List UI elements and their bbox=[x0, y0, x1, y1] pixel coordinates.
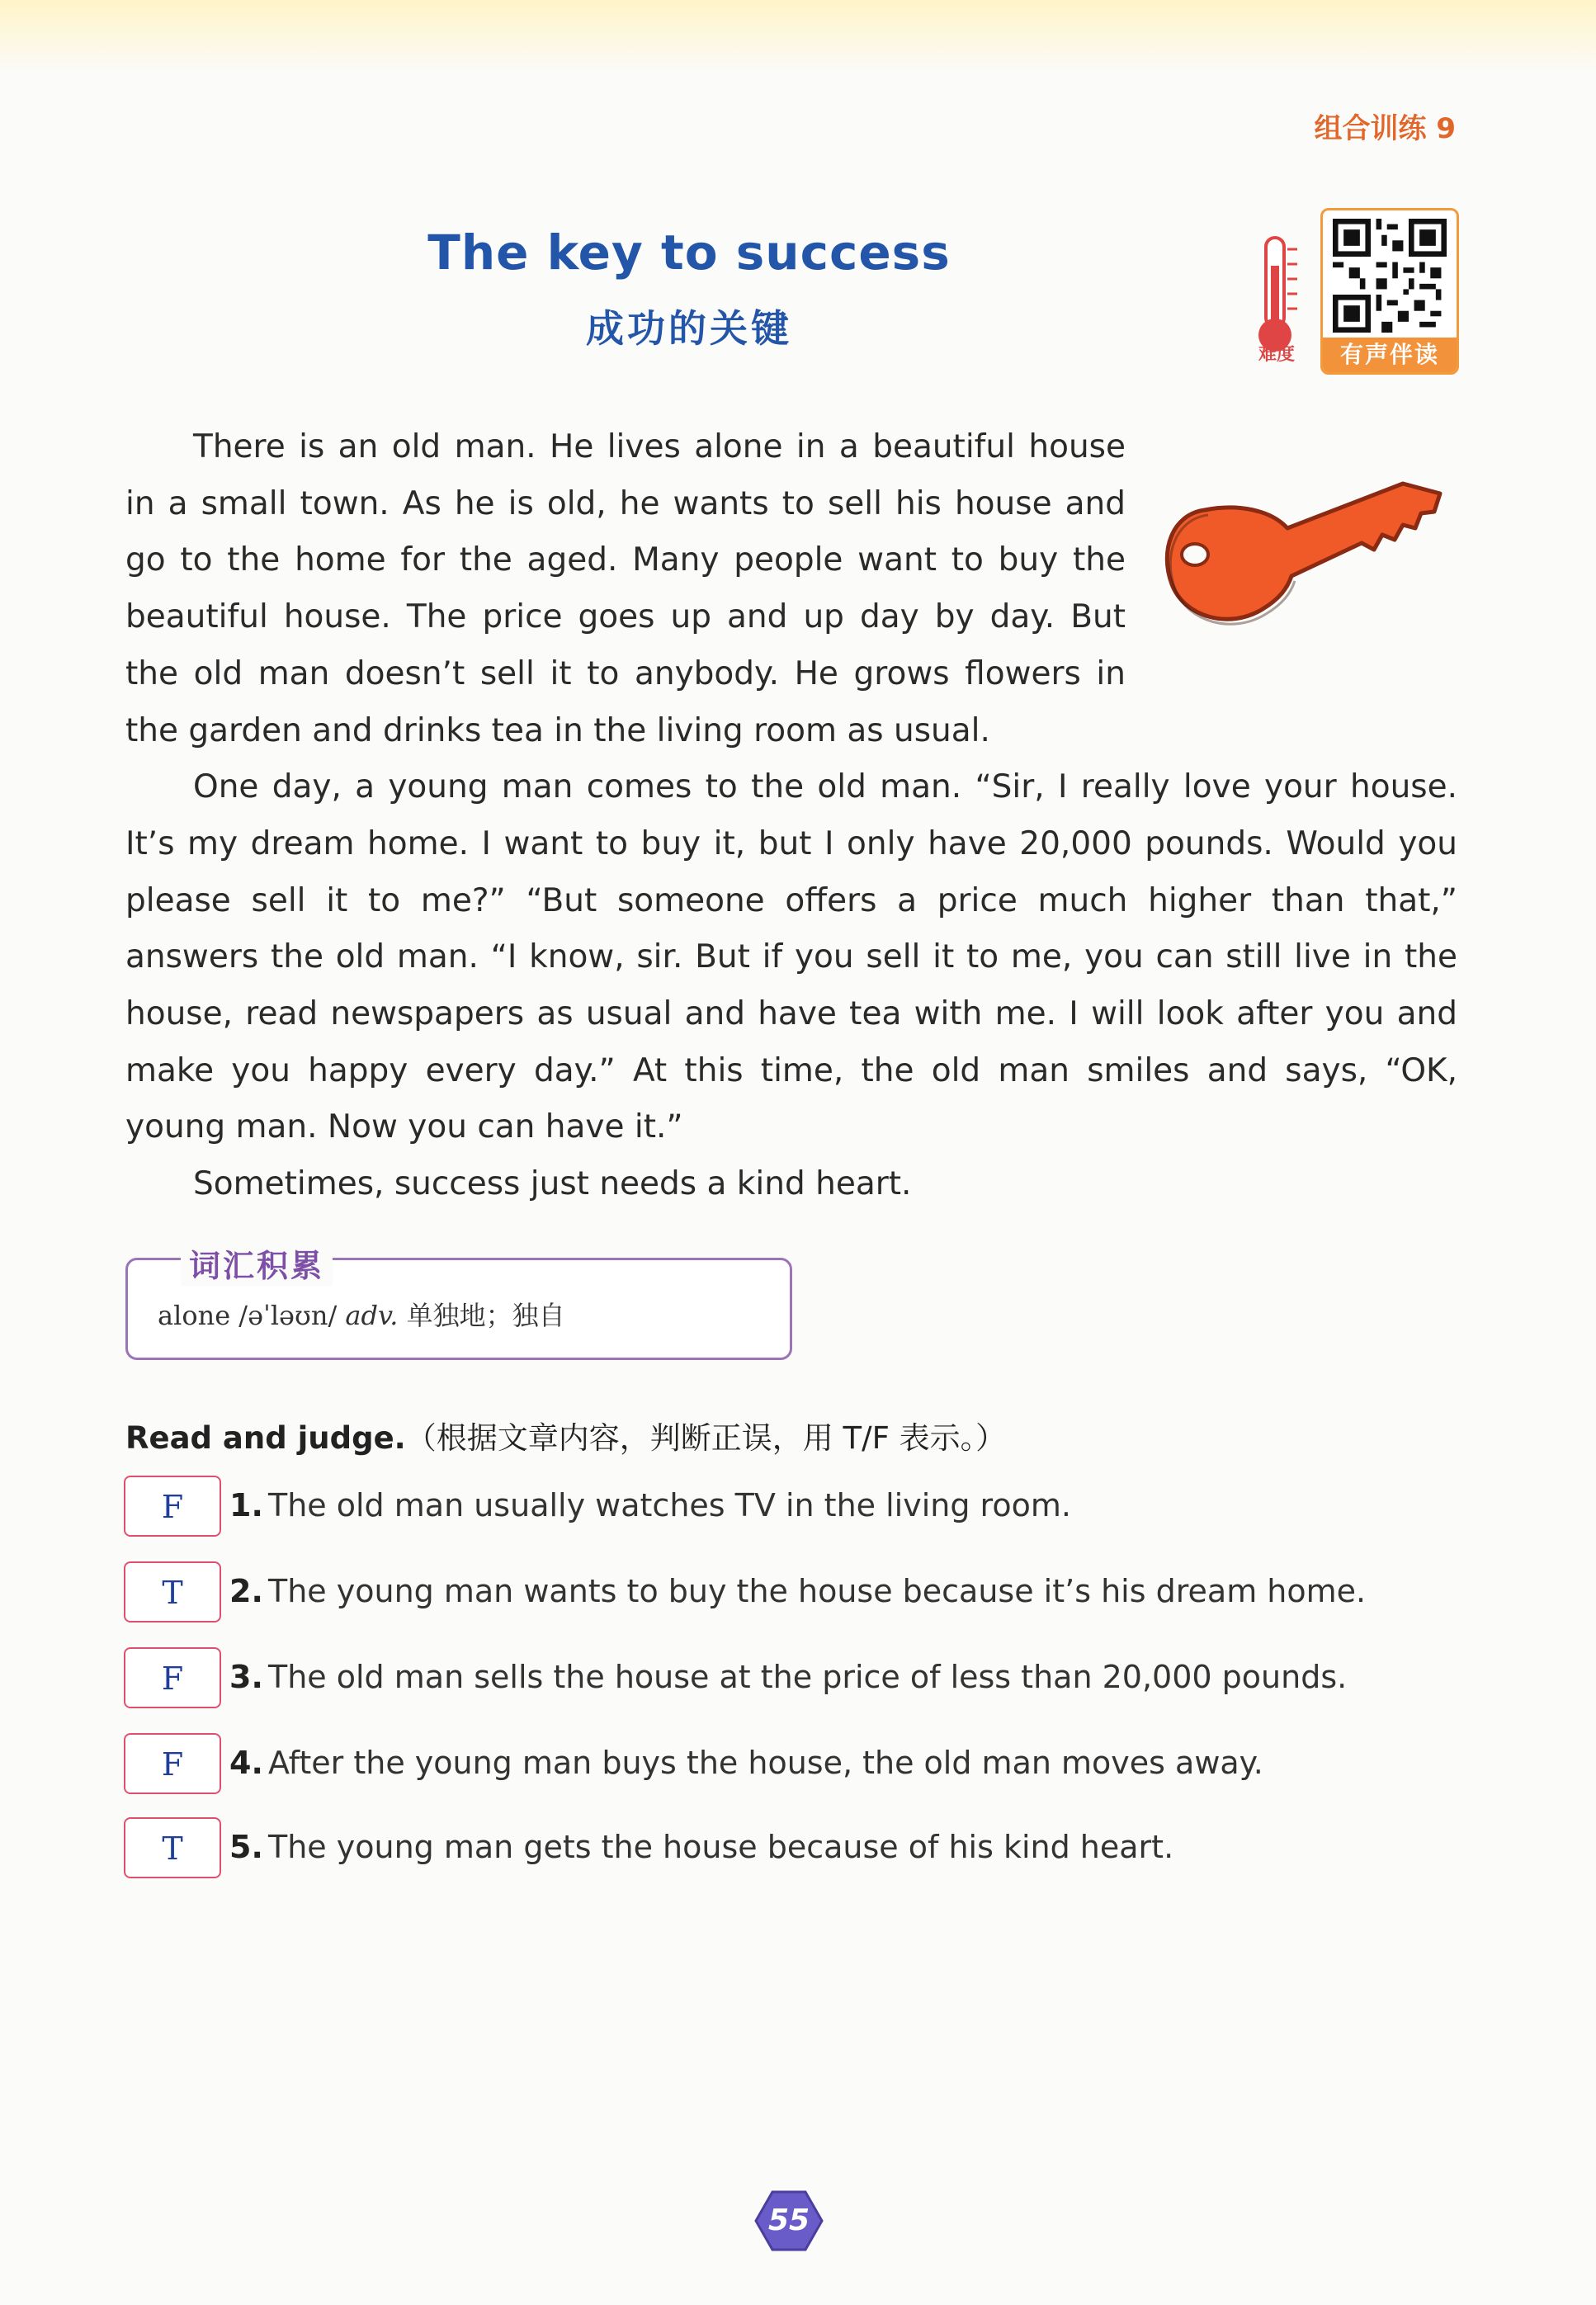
question-text: The old man usually watches TV in the living room. bbox=[268, 1487, 1071, 1523]
page-number bbox=[754, 2190, 824, 2251]
question-number: 5. bbox=[229, 1829, 263, 1865]
vocab-box bbox=[125, 1248, 792, 1360]
vocab-word: alone bbox=[158, 1300, 231, 1331]
top-decoration bbox=[0, 0, 1596, 74]
audio-qr-panel[interactable] bbox=[1320, 208, 1459, 375]
question-text: The young man wants to buy the house because it’s his dream home. bbox=[268, 1573, 1367, 1609]
question-number: 4. bbox=[229, 1745, 263, 1781]
question-number: 1. bbox=[229, 1487, 263, 1523]
question-text: After the young man buys the house, the old man moves away. bbox=[268, 1745, 1263, 1781]
story-paragraph: Sometimes, success just needs a kind heart. bbox=[193, 1165, 912, 1203]
answer-value: F bbox=[161, 1660, 184, 1697]
title-english: The key to success bbox=[427, 224, 951, 281]
question-text: The young man gets the house because of his kind heart. bbox=[268, 1829, 1174, 1865]
answer-box[interactable] bbox=[124, 1561, 221, 1622]
answer-value: F bbox=[161, 1489, 184, 1525]
exercise-heading bbox=[125, 1413, 1006, 1457]
question-number: 3. bbox=[229, 1659, 263, 1695]
answer-box[interactable] bbox=[124, 1476, 221, 1537]
vocab-phonetic: /əˈləʊn/ bbox=[238, 1300, 338, 1331]
story-paragraph: There is an old man. He lives alone in a beautiful house in a small town. As he is old, he wants to sell his house and go to the home for the aged. Many people want to buy the beautiful house. The price goes up and up day by day. But the old man doesn’t sell it to anybody. He grows flowers in the garden and drinks tea in the living room as usual. bbox=[125, 428, 1126, 749]
answer-box[interactable] bbox=[124, 1647, 221, 1708]
section-tag: 组合训练 9 bbox=[1314, 112, 1456, 145]
question-text: The old man sells the house at the price of less than 20,000 pounds. bbox=[268, 1659, 1348, 1695]
exercise-heading-bold: Read and judge. bbox=[125, 1420, 406, 1456]
audio-label: 有声伴读 bbox=[1323, 338, 1457, 372]
difficulty-label: 难度 bbox=[1258, 344, 1295, 365]
title-chinese: 成功的关键 bbox=[586, 306, 792, 351]
story-paragraph: One day, a young man comes to the old man. “Sir, I really love your house. It’s my dream home. I want to buy it, but I only have 20,000 pounds. Would you please sell it to me?” “But someone offers a price much higher than that,” answers the old man. “I know, sir. But if you sell it to me, you can still live in the house, read newspapers as usual and have tea with me. I will look after you and make you happy every day.” At this time, the old man smiles and says, “OK, young man. Now you can have it.” bbox=[125, 768, 1457, 1146]
vocab-pos: adv. bbox=[345, 1300, 399, 1331]
vocab-meaning: 单独地；独自 bbox=[406, 1300, 565, 1331]
answer-box[interactable] bbox=[124, 1817, 221, 1878]
question-number: 2. bbox=[229, 1573, 263, 1609]
exercise-heading-note: （根据文章内容，判断正误，用 T/F 表示。） bbox=[405, 1420, 1007, 1456]
qr-code-icon bbox=[1333, 219, 1447, 333]
answer-value: T bbox=[162, 1575, 183, 1611]
answer-value: T bbox=[162, 1830, 183, 1867]
story-text bbox=[125, 419, 1457, 1213]
answer-value: F bbox=[161, 1746, 184, 1783]
page-number-text: 55 bbox=[767, 2203, 810, 2237]
answer-box[interactable] bbox=[124, 1733, 221, 1794]
vocab-title: 词汇积累 bbox=[181, 1240, 333, 1286]
vocab-entry bbox=[158, 1295, 565, 1333]
